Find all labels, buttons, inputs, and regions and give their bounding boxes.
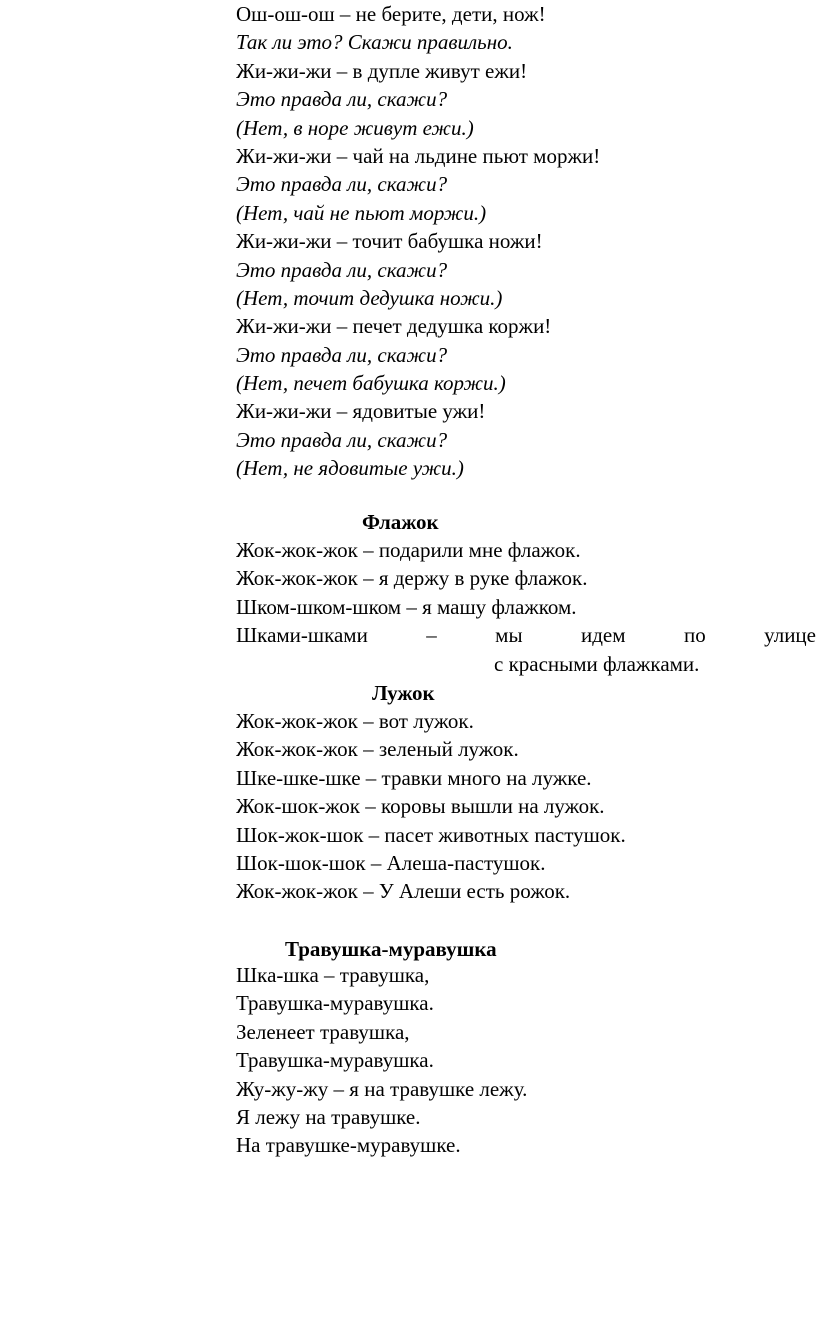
- justified-word: по: [683, 623, 706, 648]
- poem-line-italic: Это правда ли, скажи?: [236, 172, 448, 197]
- poem-line: Я лежу на травушке.: [236, 1104, 421, 1129]
- justified-word: –: [426, 623, 437, 648]
- poem-line: Жок-жок-жок – У Алеши есть рожок.: [236, 879, 571, 904]
- poem-line: На травушке-муравушке.: [236, 1133, 461, 1158]
- poem-line: Шке-шке-шке – травки много на лужке.: [236, 765, 592, 790]
- poem-1: [236, 0, 816, 483]
- justified-word: мы: [495, 623, 523, 648]
- poem-line: Жок-жок-жок – вот лужок.: [236, 709, 474, 733]
- poem-line-italic: Так ли это? Скажи правильно.: [236, 30, 513, 55]
- poem-line: Шком-шком-шком – я машу флажком.: [236, 594, 577, 619]
- justified-line: [236, 621, 816, 649]
- poem-2: [236, 536, 816, 678]
- poem-line-italic: Это правда ли, скажи?: [236, 427, 448, 452]
- poem-line-italic: (Нет, в норе живут ежи.): [236, 115, 474, 140]
- poem-3-title: Лужок: [372, 681, 435, 705]
- poem-4: [236, 961, 816, 1160]
- poem-line: Зеленеет травушка,: [236, 1019, 410, 1044]
- poem-line-italic: (Нет, точит дедушка ножи.): [236, 285, 503, 310]
- poem-line-italic: (Нет, не ядовитые ужи.): [236, 456, 464, 481]
- justified-word: Шками-шками: [236, 623, 368, 648]
- poem-line: Жи-жи-жи – точит бабушка ножи!: [236, 229, 543, 254]
- poem-line-italic: Это правда ли, скажи?: [236, 87, 448, 112]
- poem-line: Травушка-муравушка.: [236, 1048, 434, 1073]
- poem-line: Жу-жу-жу – я на травушке лежу.: [236, 1076, 528, 1101]
- poem-line: Жок-жок-жок – зеленый лужок.: [236, 737, 519, 762]
- justified-word: идем: [581, 623, 626, 648]
- poem-line-italic: Это правда ли, скажи?: [236, 342, 448, 367]
- poem-line: Шок-шок-шок – Алеша-пастушок.: [236, 850, 546, 875]
- poem-4-title: Травушка-муравушка: [285, 937, 497, 961]
- poem-line: Травушка-муравушка.: [236, 991, 434, 1016]
- poem-line: Шка-шка – травушка,: [236, 963, 430, 987]
- poem-line: Жи-жи-жи – в дупле живут ежи!: [236, 58, 528, 83]
- poem-2-title: Флажок: [362, 510, 439, 534]
- poem-line-continuation: с красными флажками.: [494, 651, 700, 676]
- poem-line: Жи-жи-жи – печет дедушка коржи!: [236, 314, 552, 339]
- poem-line-italic: Это правда ли, скажи?: [236, 257, 448, 282]
- poem-line: Ош-ош-ош – не берите, дети, нож!: [236, 2, 546, 26]
- poem-3: [236, 707, 816, 906]
- poem-line: Жи-жи-жи – чай на льдине пьют моржи!: [236, 143, 601, 168]
- poem-line: Жи-жи-жи – ядовитые ужи!: [236, 399, 486, 424]
- poem-line: Жок-жок-жок – подарили мне флажок.: [236, 538, 581, 562]
- poem-line-italic: (Нет, печет бабушка коржи.): [236, 371, 506, 396]
- poem-line: Шок-жок-шок – пасет животных пастушок.: [236, 822, 626, 847]
- poem-line: Жок-жок-жок – я держу в руке флажок.: [236, 566, 588, 591]
- justified-word: улице: [764, 623, 816, 648]
- poem-line: Жок-шок-жок – коровы вышли на лужок.: [236, 794, 605, 819]
- poem-line-italic: (Нет, чай не пьют моржи.): [236, 200, 487, 225]
